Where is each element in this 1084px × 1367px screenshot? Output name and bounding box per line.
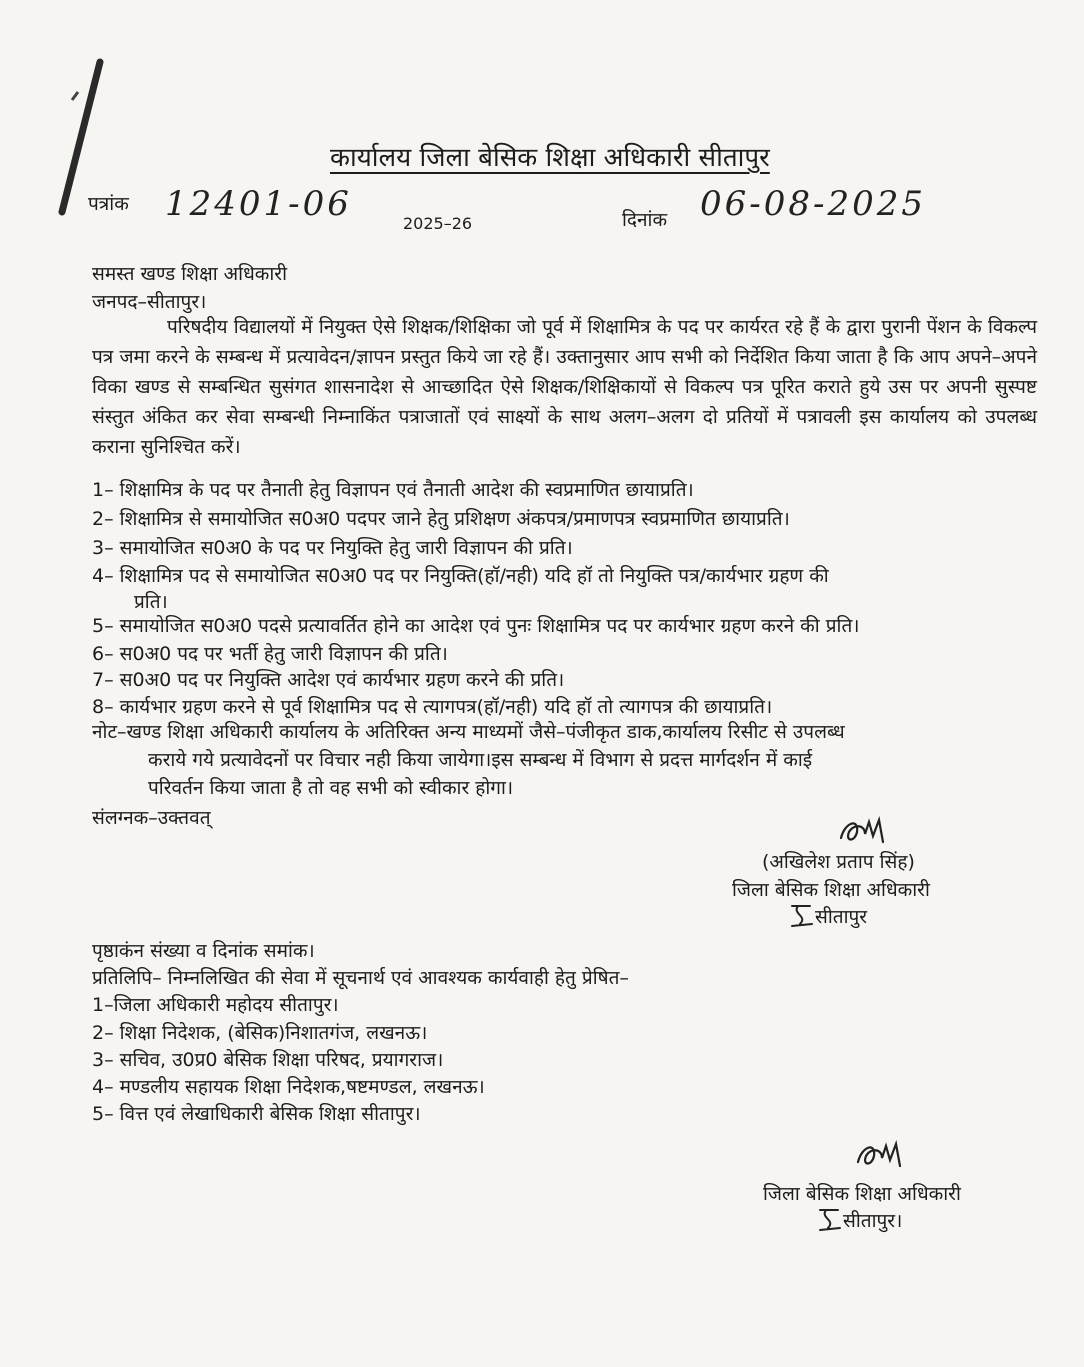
list-item-2: 2– शिक्षामित्र से समायोजित स0अ0 पदपर जाने हेतु प्रशिक्षण अंकपत्र/प्रमाणपत्र स्वप्रमाणित छायाप्रति।: [92, 508, 790, 530]
list-item-7: 7– स0अ0 पद पर नियुक्ति आदेश एवं कार्यभार ग्रहण करने की प्रति।: [92, 669, 565, 691]
date-label: दिनांक: [622, 209, 668, 231]
letter-number-label: पत्रांक: [88, 193, 129, 215]
copy-item-1: 1–जिला अधिकारी महोदय सीतापुर।: [92, 994, 339, 1016]
note-line-3: परिवर्तन किया जाता है तो वह सभी को स्वीकार होगा।: [148, 777, 514, 799]
list-item-6: 6– स0अ0 पद पर भर्ती हेतु जारी विज्ञापन की प्रति।: [92, 643, 448, 665]
body-paragraph: [92, 312, 1037, 462]
list-item-1: 1– शिक्षामित्र के पद पर तैनाती हेतु विज्ञापन एवं तैनाती आदेश की स्वप्रमाणित छायाप्रति।: [92, 479, 694, 501]
initial-mark-2: [816, 1204, 844, 1234]
signatory-name: (अखिलेश प्रताप सिंह): [762, 851, 915, 873]
session-year: 2025–26: [403, 214, 473, 233]
addressee-line1: समस्त खण्ड शिक्षा अधिकारी: [92, 263, 287, 285]
note-line-2: कराये गये प्रत्यावेदनों पर विचार नही किया जायेगा।इस सम्बन्ध में विभाग से प्रदत्त मार्गदर्शन में काई: [148, 749, 813, 771]
signatory-2-designation: जिला बेसिक शिक्षा अधिकारी: [763, 1183, 961, 1205]
session-row: [403, 214, 472, 264]
signature-2-mark: [852, 1136, 912, 1176]
list-item-4: 4– शिक्षामित्र पद से समायोजित स0अ0 पद पर नियुक्ति(हॉ/नही) यदि हॉ तो नियुक्ति पत्र/कार्यभार ग्रहण की: [92, 565, 829, 587]
copy-item-5: 5– वित्त एवं लेखाधिकारी बेसिक शिक्षा सीतापुर।: [92, 1103, 421, 1125]
office-title: कार्यालय जिला बेसिक शिक्षा अधिकारी सीतापुर: [330, 143, 770, 173]
copy-item-3: 3– सचिव, उ0प्र0 बेसिक शिक्षा परिषद, प्रयागराज।: [92, 1049, 444, 1071]
list-item-4-continuation: प्रति।: [134, 591, 168, 613]
date-handwritten: [700, 184, 926, 234]
signature-1-mark: [835, 812, 895, 852]
signatory-designation: जिला बेसिक शिक्षा अधिकारी: [732, 879, 930, 901]
letter-number-value: 12401-06: [165, 184, 352, 224]
signatory-place: सीतापुर: [815, 906, 868, 928]
date-value: 06-08-2025: [700, 184, 927, 224]
list-item-8: 8– कार्यभार ग्रहण करने से पूर्व शिक्षामित्र पद से त्यागपत्र(हॉ/नही) यदि हॉ तो त्यागपत्र की छायाप्रति।: [92, 696, 773, 718]
list-item-5: 5– समायोजित स0अ0 पदसे प्रत्यावर्तित होने का आदेश एवं पुनः शिक्षामित्र पद पर कार्यभार ग्रहण करने की प्रति।: [92, 615, 860, 637]
addressee-line2: जनपद–सीतापुर।: [92, 291, 207, 313]
signatory-2-place: सीतापुर।: [843, 1210, 903, 1232]
copy-distribution-line: प्रतिलिपि– निम्नलिखित की सेवा में सूचनार्थ एवं आवश्यक कार्यवाही हेतु प्रेषित–: [92, 967, 629, 989]
letter-number-handwritten: [165, 184, 352, 234]
copy-item-2: 2– शिक्षा निदेशक, (बेसिक)निशातगंज, लखनऊ।: [92, 1022, 428, 1044]
enclosure-line: संलग्नक–उक्तवत्: [92, 807, 211, 829]
list-item-3: 3– समायोजित स0अ0 के पद पर नियुक्ति हेतु जारी विज्ञापन की प्रति।: [92, 537, 573, 559]
date-row: [622, 206, 667, 256]
body-paragraph-text: परिषदीय विद्यालयों में नियुक्त ऐसे शिक्षक/शिक्षिका जो पूर्व में शिक्षामित्र के पद पर कार्यरत रहे हैं के द्वारा पुरानी पेंशन के विकल्प पत्र जमा करने के सम्बन्ध में प्रत्यावेदन/ज्ञापन प्रस्तुत किये जा रहे हैं। उक्तानुसार आप सभी को निर्देशित किया जाता है कि आप अपने–अपने विका खण्ड से सम्बन्धित सुसंगत शासनादेश से आच्छादित ऐसे शिक्षक/शिक्षिकायों से विकल्प पत्र पूरित कराते हुये उस पर अपनी सुस्पष्ट संस्तुत अंकित कर सेवा सम्बन्धी निम्नाकिंत पत्राजातों एवं साक्ष्यों के साथ अलग–अलग दो प्रतियों में पत्रावली इस कार्यालय को उपलब्ध कराना सुनिश्चित करें।: [92, 316, 1037, 458]
initial-mark-1: [788, 900, 816, 930]
copy-item-4: 4– मण्डलीय सहायक शिक्षा निदेशक,षष्टमण्डल, लखनऊ।: [92, 1076, 485, 1098]
copy-reference-line: पृष्ठाकंन संख्या व दिनांक समांक।: [92, 940, 315, 962]
note-line-1: नोट–खण्ड शिक्षा अधिकारी कार्यालय के अतिरिक्त अन्य माध्यमों जैसे–पंजीकृत डाक,कार्यालय रिसीट से उपलब्ध: [92, 721, 845, 743]
letter-number-row: [88, 190, 129, 240]
